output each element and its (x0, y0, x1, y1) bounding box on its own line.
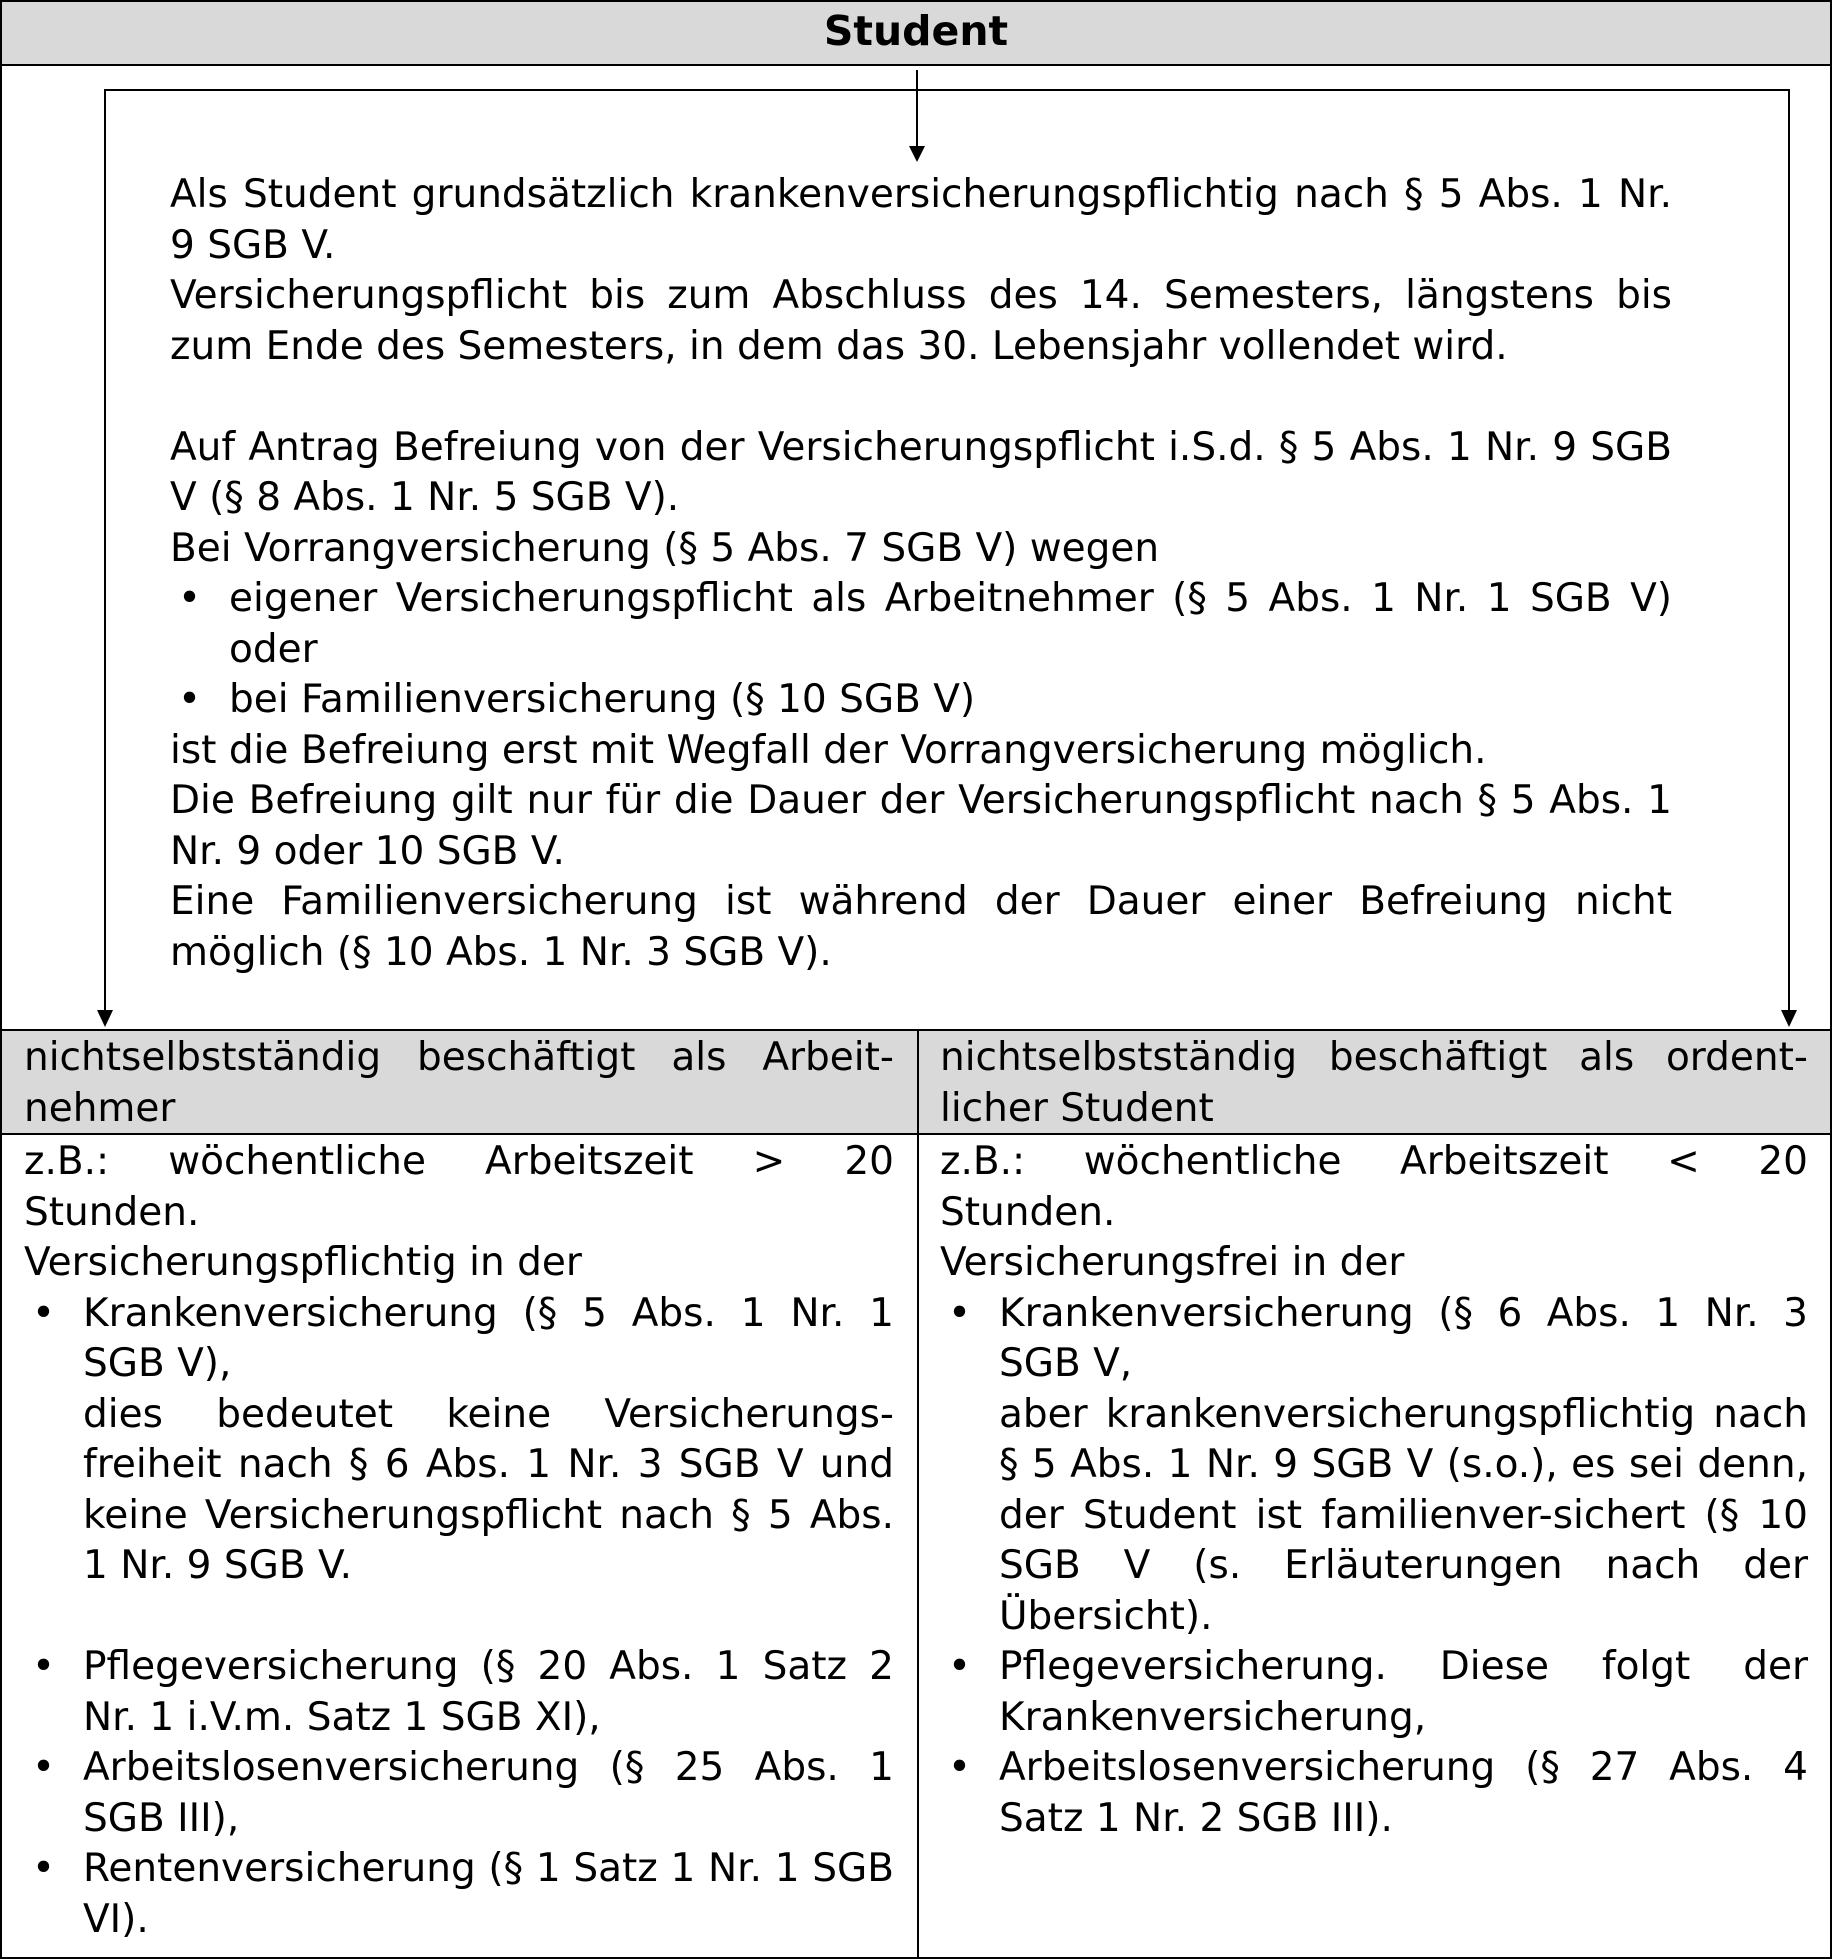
list-item: • Arbeitslosenversicherung (§ 27 Abs. 4 Satz 1 Nr. 2 SGB III). (940, 1743, 1808, 1844)
right-arrowhead (1781, 1010, 1797, 1027)
example-text: z.B.: wöchentliche Arbeitszeit < 20 Stunden. (940, 1139, 1808, 1235)
page-title: Student (0, 0, 1832, 66)
list-item-note: aber krankenversicherungspflichtig nach § 5 Abs. 1 Nr. 9 SGB V (s.o.), es sei denn, der Student ist familienver-sichert (§ 10 SGB V (s. Erläuterungen nach der Übersicht). (999, 1391, 1808, 1639)
list-item (24, 1289, 894, 1643)
rule-paragraph: Versicherungspflicht bis zum Abschluss des 14. Semesters, längstens bis zum Ende des Semesters, in dem das 30. Lebensjahr vollendet wird. (170, 273, 1672, 369)
lead-text: Versicherungsfrei in der (940, 1240, 1405, 1285)
insurance-list (24, 1289, 894, 1946)
lead-text: Versicherungspflichtig in der (24, 1240, 582, 1285)
rule-paragraph: Eine Familienversicherung ist während der Dauer einer Befreiung nicht möglich (§ 10 Abs. 1 Nr. 3 SGB V). (170, 879, 1672, 975)
list-item-label: Krankenversicherung (§ 6 Abs. 1 Nr. 3 SGB V, (999, 1290, 1808, 1386)
example-text: z.B.: wöchentliche Arbeitszeit > 20 Stunden. (24, 1139, 894, 1235)
list-item: • Rentenversicherung (§ 1 Satz 1 Nr. 1 SGB VI). (24, 1844, 894, 1945)
bullet-list (170, 574, 1672, 726)
center-arrowhead (909, 146, 925, 162)
list-item-note: dies bedeutet keine Versicherungs-freiheit nach § 6 Abs. 1 Nr. 3 SGB V und keine Versicherungspflicht nach § 5 Abs. 1 Nr. 9 SGB V. (83, 1391, 894, 1588)
list-item: • bei Familienversicherung (§ 10 SGB V) (170, 675, 1672, 726)
list-item: • eigener Versicherungspflicht als Arbeitnehmer (§ 5 Abs. 1 Nr. 1 SGB V) oder (170, 574, 1672, 675)
left-arrowhead (97, 1010, 113, 1027)
list-item-label: Krankenversicherung (§ 5 Abs. 1 Nr. 1 SGB V), (83, 1290, 894, 1386)
main-rules-text (170, 170, 1672, 978)
list-item: • Pflegeversicherung. Diese folgt der Krankenversicherung, (940, 1642, 1808, 1743)
list-item: • Pflegeversicherung (§ 20 Abs. 1 Satz 2 Nr. 1 i.V.m. Satz 1 SGB XI), (24, 1642, 894, 1743)
rule-paragraph: Als Student grundsätzlich krankenversicherungspflichtig nach § 5 Abs. 1 Nr. 9 SGB V. (170, 172, 1672, 268)
left-header-text: nichtselbstständig beschäftigt als Arbeit-nehmer (24, 1035, 894, 1131)
list-item: • Arbeitslosenversicherung (§ 25 Abs. 1 SGB III), (24, 1743, 894, 1844)
rule-paragraph: Bei Vorrangversicherung (§ 5 Abs. 7 SGB V) wegen (170, 525, 1160, 571)
insurance-list (940, 1289, 1808, 1845)
right-header-text: nichtselbstständig beschäftigt als ordent-licher Student (940, 1035, 1808, 1131)
left-body-text (24, 1137, 894, 1945)
rule-paragraph: Die Befreiung gilt nur für die Dauer der Versicherungspflicht nach § 5 Abs. 1 Nr. 9 oder 10 SGB V. (170, 778, 1672, 874)
rule-paragraph: ist die Befreiung erst mit Wegfall der Vorrangversicherung möglich. (170, 727, 1487, 773)
rule-paragraph: Auf Antrag Befreiung von der Versicherungspflicht i.S.d. § 5 Abs. 1 Nr. 9 SGB V (§ 8 Abs. 1 Nr. 5 SGB V). (170, 424, 1672, 520)
right-body-text (940, 1137, 1808, 1844)
list-item (940, 1289, 1808, 1643)
